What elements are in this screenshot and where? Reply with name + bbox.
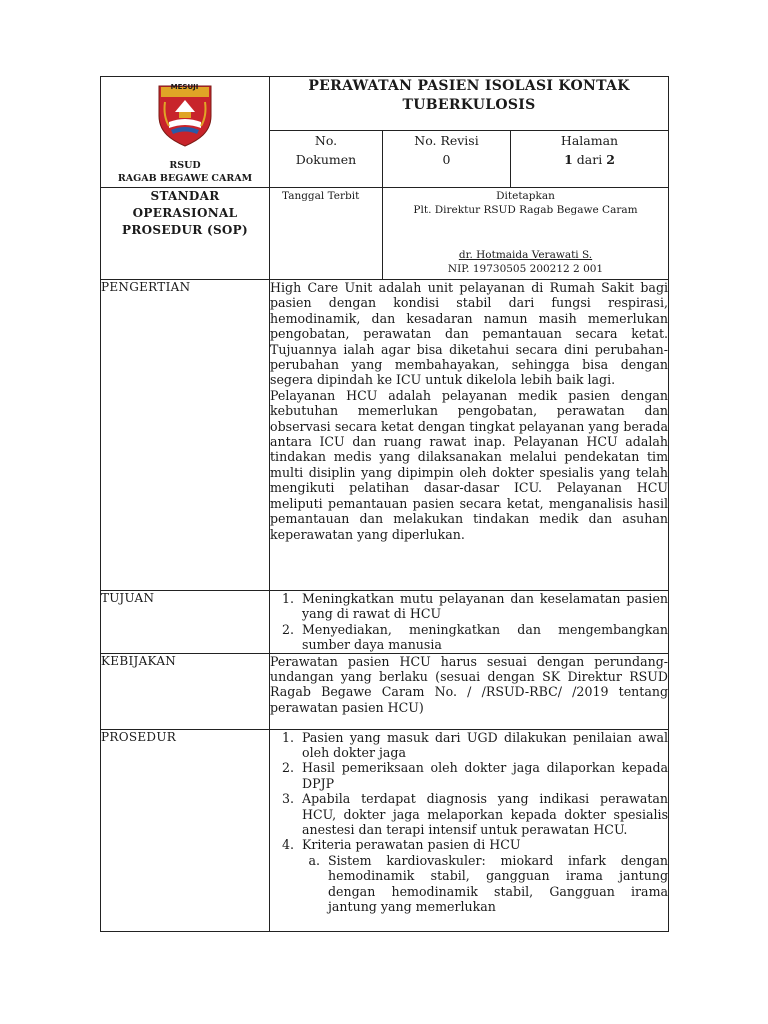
- tujuan-label: TUJUAN: [101, 591, 270, 654]
- revision-label: No. Revisi: [414, 133, 479, 148]
- page-cell: [511, 131, 669, 188]
- page-total: 2: [606, 152, 615, 167]
- tujuan-content: [270, 591, 669, 654]
- pengertian-paragraph-1: High Care Unit adalah unit pelayanan di Rumah Sakit bagi pasien dengan kondisi stabil dari fungsi respirasi, hemodinamik, dan kesadaran namun masih memerlukan pengobatan, perawatan dan pemantauan secara ketat. Tujuannya ialah agar bisa diketahui secara dini perubahan-perubahan yang membahayakan, sehingga bisa dengan segera dipindah ke ICU untuk dikelola lebih baik lagi.: [270, 280, 669, 388]
- kebijakan-content: Perawatan pasien HCU harus sesuai dengan perundang-undangan yang berlaku (sesuai dengan SK Direktur RSUD Ragab Begawe Caram No. / /RSUD-RBC/ /2019 tentang perawatan pasien HCU): [270, 653, 669, 729]
- list-item: 1. Meningkatkan mutu pelayanan dan keselamatan pasien yang di rawat di HCU: [298, 591, 668, 622]
- pengertian-paragraph-2: Pelayanan HCU adalah pelayanan medik pasien dengan kebutuhan memerlukan pengobatan, perawatan dan observasi secara ketat dengan tingkat pelayanan yang berada antara ICU dan ruang rawat inap. Pelayanan HCU adalah tindakan medis yang dilaksanakan melalui pendekatan tim multi disiplin yang dipimpin oleh dokter spesialis yang telah mengikuti pelatihan dasar-dasar ICU. Pelayanan HCU meliputi pemantauan pasien secara ketat, menganalisis hasil pemantauan dan melakukan tindakan medik dan asuhan keperawatan yang diperlukan.: [270, 387, 669, 542]
- list-item: 2. Hasil pemeriksaan oleh dokter jaga dilaporkan kepada DPJP: [298, 760, 668, 791]
- tujuan-list: [270, 591, 668, 653]
- signer-name: dr. Hotmaida Verawati S.: [458, 249, 593, 261]
- doc-number-label: No. Dokumen: [295, 133, 357, 167]
- list-item: [298, 837, 668, 914]
- prosedur-content: [270, 729, 669, 931]
- revision-cell: [383, 131, 511, 188]
- hospital-identity-cell: [101, 77, 270, 188]
- page-current: 1: [564, 152, 573, 167]
- prosedur-list: [270, 730, 668, 915]
- page-label: Halaman: [560, 133, 619, 148]
- list-item: 2. Menyediakan, meningkatkan dan mengembangkan sumber daya manusia: [298, 622, 668, 653]
- hospital-name-line2: RAGAB BEGAWE CARAM: [117, 173, 253, 184]
- revision-value: 0: [442, 152, 451, 167]
- list-item: 3. Apabila terdapat diagnosis yang indikasi perawatan HCU, dokter jaga melaporkan kepada dokter spesialis anestesi dan terapi intensif untuk perawatan HCU.: [298, 791, 668, 837]
- list-item-label: Kriteria perawatan pasien di HCU: [302, 837, 521, 853]
- prosedur-sublist: [302, 853, 668, 915]
- issue-date-cell: [270, 188, 383, 280]
- approval-cell: [383, 188, 669, 280]
- document-title: PERAWATAN PASIEN ISOLASI KONTAK TUBERKULOSIS: [270, 77, 669, 131]
- prosedur-label: PROSEDUR: [101, 729, 270, 931]
- issue-date-label: Tanggal Terbit: [282, 190, 360, 202]
- pengertian-label: PENGERTIAN: [101, 280, 270, 591]
- pengertian-content: [270, 280, 669, 591]
- logo-text: MESUJI: [170, 82, 199, 91]
- director-title: Plt. Direktur RSUD Ragab Begawe Caram: [413, 204, 638, 216]
- sop-label: STANDAR OPERASIONAL PROSEDUR (SOP): [101, 188, 270, 280]
- mesuji-logo: [155, 82, 215, 148]
- hospital-name: [101, 159, 269, 185]
- hospital-name-line1: RSUD: [169, 160, 201, 171]
- signer-nip: NIP. 19730505 200212 2 001: [447, 263, 604, 275]
- sop-table: [100, 76, 669, 932]
- kebijakan-label: KEBIJAKAN: [101, 653, 270, 729]
- doc-number-cell: [270, 131, 383, 188]
- established-label: Ditetapkan: [496, 190, 555, 202]
- sop-document: [100, 76, 668, 930]
- page-value: [511, 150, 668, 169]
- sub-list-item: a. Sistem kardiovaskuler: miokard infark dengan hemodinamik stabil, gangguan irama jantung dengan hemodinamik stabil, Gangguan irama jantung yang memerlukan: [324, 853, 668, 915]
- page-separator: dari: [572, 152, 607, 167]
- list-item: 1. Pasien yang masuk dari UGD dilakukan penilaian awal oleh dokter jaga: [298, 730, 668, 761]
